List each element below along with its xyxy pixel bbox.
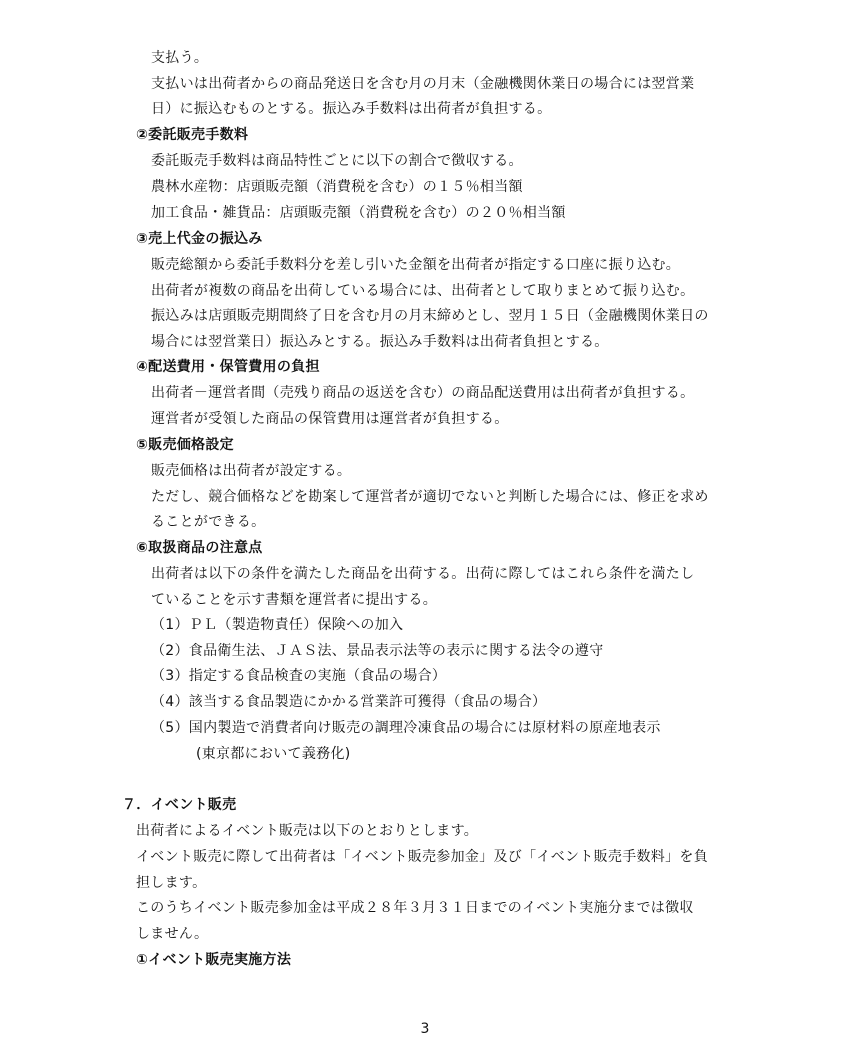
section-6-item: （5）国内製造で消費者向け販売の調理冷凍食品の場合には原材料の原産地表示	[151, 720, 661, 736]
section-7-line: このうちイベント販売参加金は平成２８年３月３１日までのイベント実施分までは徴収	[136, 900, 694, 916]
section-2-heading: ②委託販売手数料	[136, 127, 249, 143]
payment-line-3: 日）に振込むものとする。振込み手数料は出荷者が負担する。	[151, 101, 552, 117]
section-5-line: ただし、競合価格などを勘案して運営者が適切でないと判断した場合には、修正を求め	[151, 489, 709, 505]
section-6-item-continuation: (東京都において義務化)	[196, 746, 351, 762]
section-7-line: しません。	[136, 926, 209, 942]
payment-line-2: 支払いは出荷者からの商品発送日を含む月の月末（金融機関休業日の場合には翌営業	[151, 76, 695, 92]
section-2-line: 農林水産物：店頭販売額（消費税を含む）の１５％相当額	[151, 179, 523, 195]
section-7-subheading: ①イベント販売実施方法	[136, 952, 292, 968]
section-3-line: 場合には翌営業日）振込みとする。振込み手数料は出荷者負担とする。	[151, 334, 609, 350]
section-2-line: 加工食品・雑貨品：店頭販売額（消費税を含む）の２０％相当額	[151, 205, 566, 221]
section-7-line: 出荷者によるイベント販売は以下のとおりとします。	[136, 823, 479, 839]
payment-line-1: 支払う。	[151, 50, 209, 66]
section-3-heading: ③売上代金の振込み	[136, 231, 263, 247]
section-6-heading: ⑥取扱商品の注意点	[136, 540, 263, 556]
section-3-line: 振込みは店頭販売期間終了日を含む月の月末締めとし、翌月１５日（金融機関休業日の	[151, 308, 709, 324]
section-5-line: 販売価格は出荷者が設定する。	[151, 463, 352, 479]
section-3-line: 出荷者が複数の商品を出荷している場合には、出荷者として取りまとめて振り込む。	[151, 283, 695, 299]
page-number: 3	[420, 1021, 430, 1037]
section-6-line: 出荷者は以下の条件を満たした商品を出荷する。出荷に際してはこれら条件を満たし	[151, 566, 695, 582]
section-4-heading: ④配送費用・保管費用の負担	[136, 359, 320, 375]
section-7-line: イベント販売に際して出荷者は「イベント販売参加金」及び「イベント販売手数料」を負	[136, 849, 708, 865]
section-5-line: ることができる。	[151, 514, 266, 530]
section-4-line: 運営者が受領した商品の保管費用は運営者が負担する。	[151, 411, 509, 427]
section-4-line: 出荷者－運営者間（売残り商品の返送を含む）の商品配送費用は出荷者が負担する。	[151, 385, 695, 401]
section-6-item: （2）食品衛生法、ＪＡＳ法、景品表示法等の表示に関する法令の遵守	[151, 643, 604, 659]
section-6-item: （1）ＰＬ（製造物責任）保険への加入	[151, 617, 404, 633]
section-6-item: （3）指定する食品検査の実施（食品の場合）	[151, 668, 447, 684]
section-7-heading: ７．イベント販売	[122, 797, 237, 813]
section-7-line: 担します。	[136, 875, 207, 891]
section-6-item: （4）該当する食品製造にかかる営業許可獲得（食品の場合）	[151, 694, 547, 710]
section-2-line: 委託販売手数料は商品特性ごとに以下の割合で徴収する。	[151, 153, 523, 169]
section-6-line: ていることを示す書類を運営者に提出する。	[151, 592, 437, 608]
section-3-line: 販売総額から委託手数料分を差し引いた金額を出荷者が指定する口座に振り込む。	[151, 257, 681, 273]
section-5-heading: ⑤販売価格設定	[136, 437, 234, 453]
